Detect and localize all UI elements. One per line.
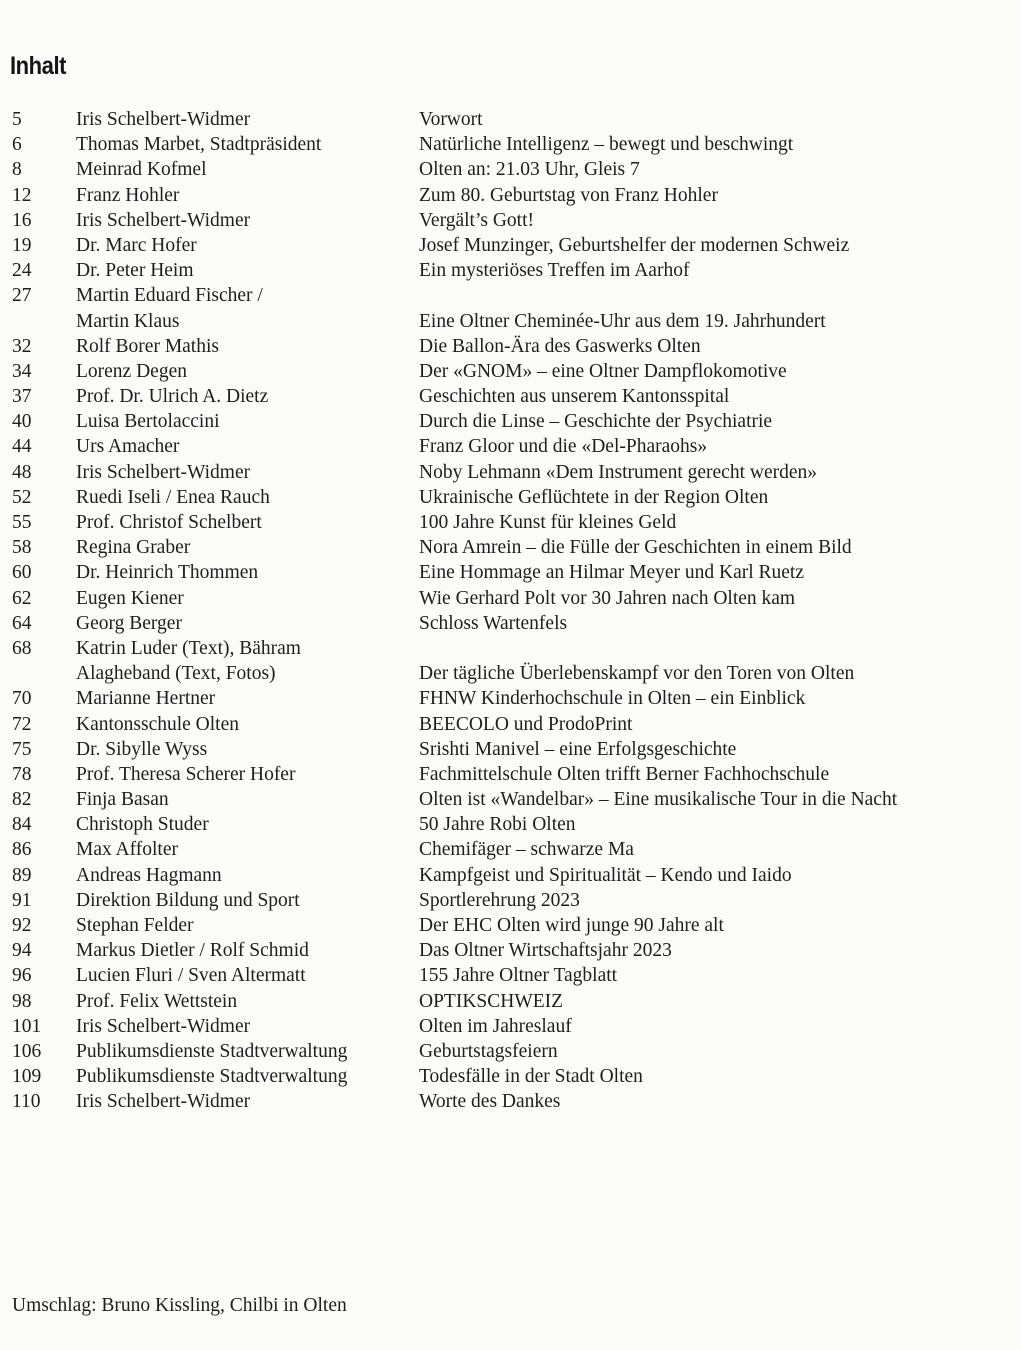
toc-page-number: 32 xyxy=(12,335,32,357)
toc-title: 50 Jahre Robi Olten xyxy=(419,814,576,836)
toc-page-number: 82 xyxy=(12,789,32,811)
toc-title: Olten ist «Wandelbar» – Eine musikalische Tour in die Nacht xyxy=(419,789,898,811)
toc-entry xyxy=(0,1014,1021,1039)
toc-author: Regina Graber xyxy=(76,537,191,559)
toc-title: Josef Munzinger, Geburtshelfer der modernen Schweiz xyxy=(419,234,850,256)
toc-author: Lorenz Degen xyxy=(76,360,187,382)
toc-author: Andreas Hagmann xyxy=(76,864,222,886)
toc-title: Geburtstagsfeiern xyxy=(419,1040,558,1062)
toc-page-number: 91 xyxy=(12,889,32,911)
toc-entry xyxy=(0,535,1021,560)
toc-author: Meinrad Kofmel xyxy=(76,159,207,181)
toc-entry xyxy=(0,157,1021,182)
toc-author: Rolf Borer Mathis xyxy=(76,335,219,357)
toc-entry xyxy=(0,434,1021,459)
page-title: Inhalt xyxy=(10,52,67,80)
toc-page-number: 78 xyxy=(12,763,32,785)
toc-author: Prof. Theresa Scherer Hofer xyxy=(76,763,296,785)
toc-title: Srishti Manivel – eine Erfolgsgeschichte xyxy=(419,738,737,760)
toc-title: Der tägliche Überlebenskampf vor den Toren von Olten xyxy=(419,663,855,685)
toc-author: Iris Schelbert-Widmer xyxy=(76,109,251,130)
toc-author: Marianne Hertner xyxy=(76,688,216,710)
toc-entry xyxy=(0,863,1021,888)
toc-page-number: 68 xyxy=(12,637,32,659)
toc-author: Alagheband (Text, Fotos) xyxy=(76,663,276,685)
toc-author: Prof. Felix Wettstein xyxy=(76,990,238,1012)
toc-entry xyxy=(0,661,1021,686)
toc-page-number: 84 xyxy=(12,814,32,836)
toc-author: Prof. Dr. Ulrich A. Dietz xyxy=(76,386,269,408)
toc-page-number: 16 xyxy=(12,209,32,231)
toc-page-number: 58 xyxy=(12,537,32,559)
toc-entry xyxy=(0,283,1021,308)
toc-title: Nora Amrein – die Fülle der Geschichten in einem Bild xyxy=(419,537,852,559)
toc-page-number: 5 xyxy=(12,109,22,130)
toc-title: Der «GNOM» – eine Oltner Dampflokomotive xyxy=(419,360,787,382)
toc-entry xyxy=(0,510,1021,535)
table-of-contents xyxy=(0,107,1021,1115)
toc-page-number: 62 xyxy=(12,587,32,609)
toc-page-number: 92 xyxy=(12,915,32,936)
toc-title: Worte des Dankes xyxy=(419,1091,561,1113)
toc-author: Publikumsdienste Stadtverwaltung xyxy=(76,1066,348,1088)
toc-title: OPTIKSCHWEIZ xyxy=(419,990,564,1012)
toc-entry xyxy=(0,208,1021,233)
toc-page-number: 27 xyxy=(12,285,32,307)
toc-author: Dr. Sibylle Wyss xyxy=(76,738,208,760)
toc-page-number: 72 xyxy=(12,713,32,735)
toc-title: Der EHC Olten wird junge 90 Jahre alt xyxy=(419,915,724,936)
toc-title: Die Ballon-Ära des Gaswerks Olten xyxy=(419,335,701,357)
toc-page-number: 75 xyxy=(12,738,32,760)
toc-entry xyxy=(0,812,1021,837)
toc-author: Kantonsschule Olten xyxy=(76,713,240,735)
toc-title: Vergält’s Gott! xyxy=(419,209,535,231)
toc-author: Publikumsdienste Stadtverwaltung xyxy=(76,1040,348,1062)
toc-title: Natürliche Intelligenz – bewegt und beschwingt xyxy=(419,134,794,156)
toc-author: Luisa Bertolaccini xyxy=(76,411,220,433)
toc-page-number: 44 xyxy=(12,436,32,458)
toc-author: Franz Hohler xyxy=(76,184,180,206)
toc-author: Martin Klaus xyxy=(76,310,180,332)
toc-entry xyxy=(0,837,1021,862)
toc-title: Vorwort xyxy=(419,109,483,130)
toc-page-number: 94 xyxy=(12,940,32,962)
toc-entry xyxy=(0,737,1021,762)
toc-title: Eine Oltner Cheminée-Uhr aus dem 19. Jahrhundert xyxy=(419,310,826,332)
toc-author: Iris Schelbert-Widmer xyxy=(76,461,251,483)
toc-page-number: 19 xyxy=(12,234,32,256)
toc-title: Zum 80. Geburtstag von Franz Hohler xyxy=(419,184,718,206)
toc-entry xyxy=(0,586,1021,611)
toc-entry xyxy=(0,460,1021,485)
toc-page-number: 98 xyxy=(12,990,32,1012)
toc-page-number: 109 xyxy=(12,1066,42,1088)
toc-entry xyxy=(0,309,1021,334)
toc-author: Christoph Studer xyxy=(76,814,209,836)
toc-page-number: 48 xyxy=(12,461,32,483)
toc-title: 155 Jahre Oltner Tagblatt xyxy=(419,965,618,987)
toc-author: Iris Schelbert-Widmer xyxy=(76,1091,251,1113)
toc-entry xyxy=(0,686,1021,711)
toc-title: Chemifäger – schwarze Ma xyxy=(419,839,634,861)
toc-entry xyxy=(0,560,1021,585)
toc-entry xyxy=(0,334,1021,359)
toc-title: Das Oltner Wirtschaftsjahr 2023 xyxy=(419,940,672,962)
toc-author: Georg Berger xyxy=(76,612,182,634)
toc-author: Dr. Heinrich Thommen xyxy=(76,562,259,584)
toc-entry xyxy=(0,1064,1021,1089)
cover-credit: Umschlag: Bruno Kissling, Chilbi in Olten xyxy=(12,1295,347,1316)
toc-title: Geschichten aus unserem Kantonsspital xyxy=(419,386,730,408)
toc-entry xyxy=(0,132,1021,157)
toc-author: Max Affolter xyxy=(76,839,178,861)
toc-title: FHNW Kinderhochschule in Olten – ein Einblick xyxy=(419,688,806,710)
toc-entry xyxy=(0,485,1021,510)
toc-page-number: 6 xyxy=(12,134,22,156)
toc-page-number: 70 xyxy=(12,688,32,710)
toc-author: Dr. Marc Hofer xyxy=(76,234,197,256)
toc-title: Eine Hommage an Hilmar Meyer und Karl Ruetz xyxy=(419,562,805,584)
toc-author: Stephan Felder xyxy=(76,915,194,936)
toc-title: Kampfgeist und Spiritualität – Kendo und Iaido xyxy=(419,864,792,886)
toc-page-number: 12 xyxy=(12,184,32,206)
toc-author: Iris Schelbert-Widmer xyxy=(76,209,251,231)
toc-title: Franz Gloor und die «Del-Pharaohs» xyxy=(419,436,708,458)
toc-entry xyxy=(0,636,1021,661)
toc-author: Iris Schelbert-Widmer xyxy=(76,1015,251,1037)
toc-title: Fachmittelschule Olten trifft Berner Fachhochschule xyxy=(419,763,830,785)
toc-entry xyxy=(0,233,1021,258)
toc-entry xyxy=(0,107,1021,132)
toc-author: Finja Basan xyxy=(76,789,169,811)
toc-page-number: 106 xyxy=(12,1040,42,1062)
toc-page-number: 64 xyxy=(12,612,32,634)
toc-entry xyxy=(0,913,1021,938)
toc-entry xyxy=(0,787,1021,812)
toc-title: Durch die Linse – Geschichte der Psychiatrie xyxy=(419,411,773,433)
toc-title: Schloss Wartenfels xyxy=(419,612,568,634)
toc-entry xyxy=(0,384,1021,409)
toc-title: Olten an: 21.03 Uhr, Gleis 7 xyxy=(419,159,640,181)
toc-author: Direktion Bildung und Sport xyxy=(76,889,300,911)
toc-page-number: 89 xyxy=(12,864,32,886)
toc-page-number: 55 xyxy=(12,512,32,533)
toc-page-number: 101 xyxy=(12,1015,42,1037)
toc-entry xyxy=(0,938,1021,963)
toc-page-number: 86 xyxy=(12,839,32,861)
toc-title: Ein mysteriöses Treffen im Aarhof xyxy=(419,260,690,282)
toc-entry xyxy=(0,888,1021,913)
toc-page-number: 60 xyxy=(12,562,32,584)
toc-title: Olten im Jahreslauf xyxy=(419,1015,572,1037)
toc-entry xyxy=(0,712,1021,737)
toc-author: Dr. Peter Heim xyxy=(76,260,194,282)
toc-title: Sportlerehrung 2023 xyxy=(419,889,580,911)
toc-author: Eugen Kiener xyxy=(76,587,184,609)
toc-entry xyxy=(0,258,1021,283)
toc-author: Prof. Christof Schelbert xyxy=(76,512,262,533)
toc-page-number: 34 xyxy=(12,360,32,382)
toc-title: Todesfälle in der Stadt Olten xyxy=(419,1066,643,1088)
toc-page-number: 37 xyxy=(12,386,32,408)
toc-page-number: 96 xyxy=(12,965,32,987)
toc-entry xyxy=(0,1089,1021,1114)
toc-page-number: 110 xyxy=(12,1091,41,1113)
toc-author: Markus Dietler / Rolf Schmid xyxy=(76,940,309,962)
toc-author: Lucien Fluri / Sven Altermatt xyxy=(76,965,306,987)
toc-title: 100 Jahre Kunst für kleines Geld xyxy=(419,512,677,533)
toc-title: Noby Lehmann «Dem Instrument gerecht werden» xyxy=(419,461,817,483)
toc-entry xyxy=(0,989,1021,1014)
toc-author: Ruedi Iseli / Enea Rauch xyxy=(76,486,270,508)
toc-title: Wie Gerhard Polt vor 30 Jahren nach Olten kam xyxy=(419,587,796,609)
toc-entry xyxy=(0,611,1021,636)
toc-author: Katrin Luder (Text), Bähram xyxy=(76,637,301,659)
toc-entry xyxy=(0,359,1021,384)
toc-entry xyxy=(0,762,1021,787)
toc-author: Urs Amacher xyxy=(76,436,180,458)
toc-page-number: 52 xyxy=(12,486,32,508)
toc-title: Ukrainische Geflüchtete in der Region Olten xyxy=(419,486,769,508)
toc-entry xyxy=(0,183,1021,208)
toc-entry xyxy=(0,1039,1021,1064)
toc-author: Thomas Marbet, Stadtpräsident xyxy=(76,134,322,156)
toc-page-number: 40 xyxy=(12,411,32,433)
toc-author: Martin Eduard Fischer / xyxy=(76,285,263,307)
toc-page-number: 8 xyxy=(12,159,22,181)
toc-title: BEECOLO und ProdoPrint xyxy=(419,713,633,735)
toc-entry xyxy=(0,963,1021,988)
toc-page-number: 24 xyxy=(12,260,32,282)
toc-entry xyxy=(0,409,1021,434)
